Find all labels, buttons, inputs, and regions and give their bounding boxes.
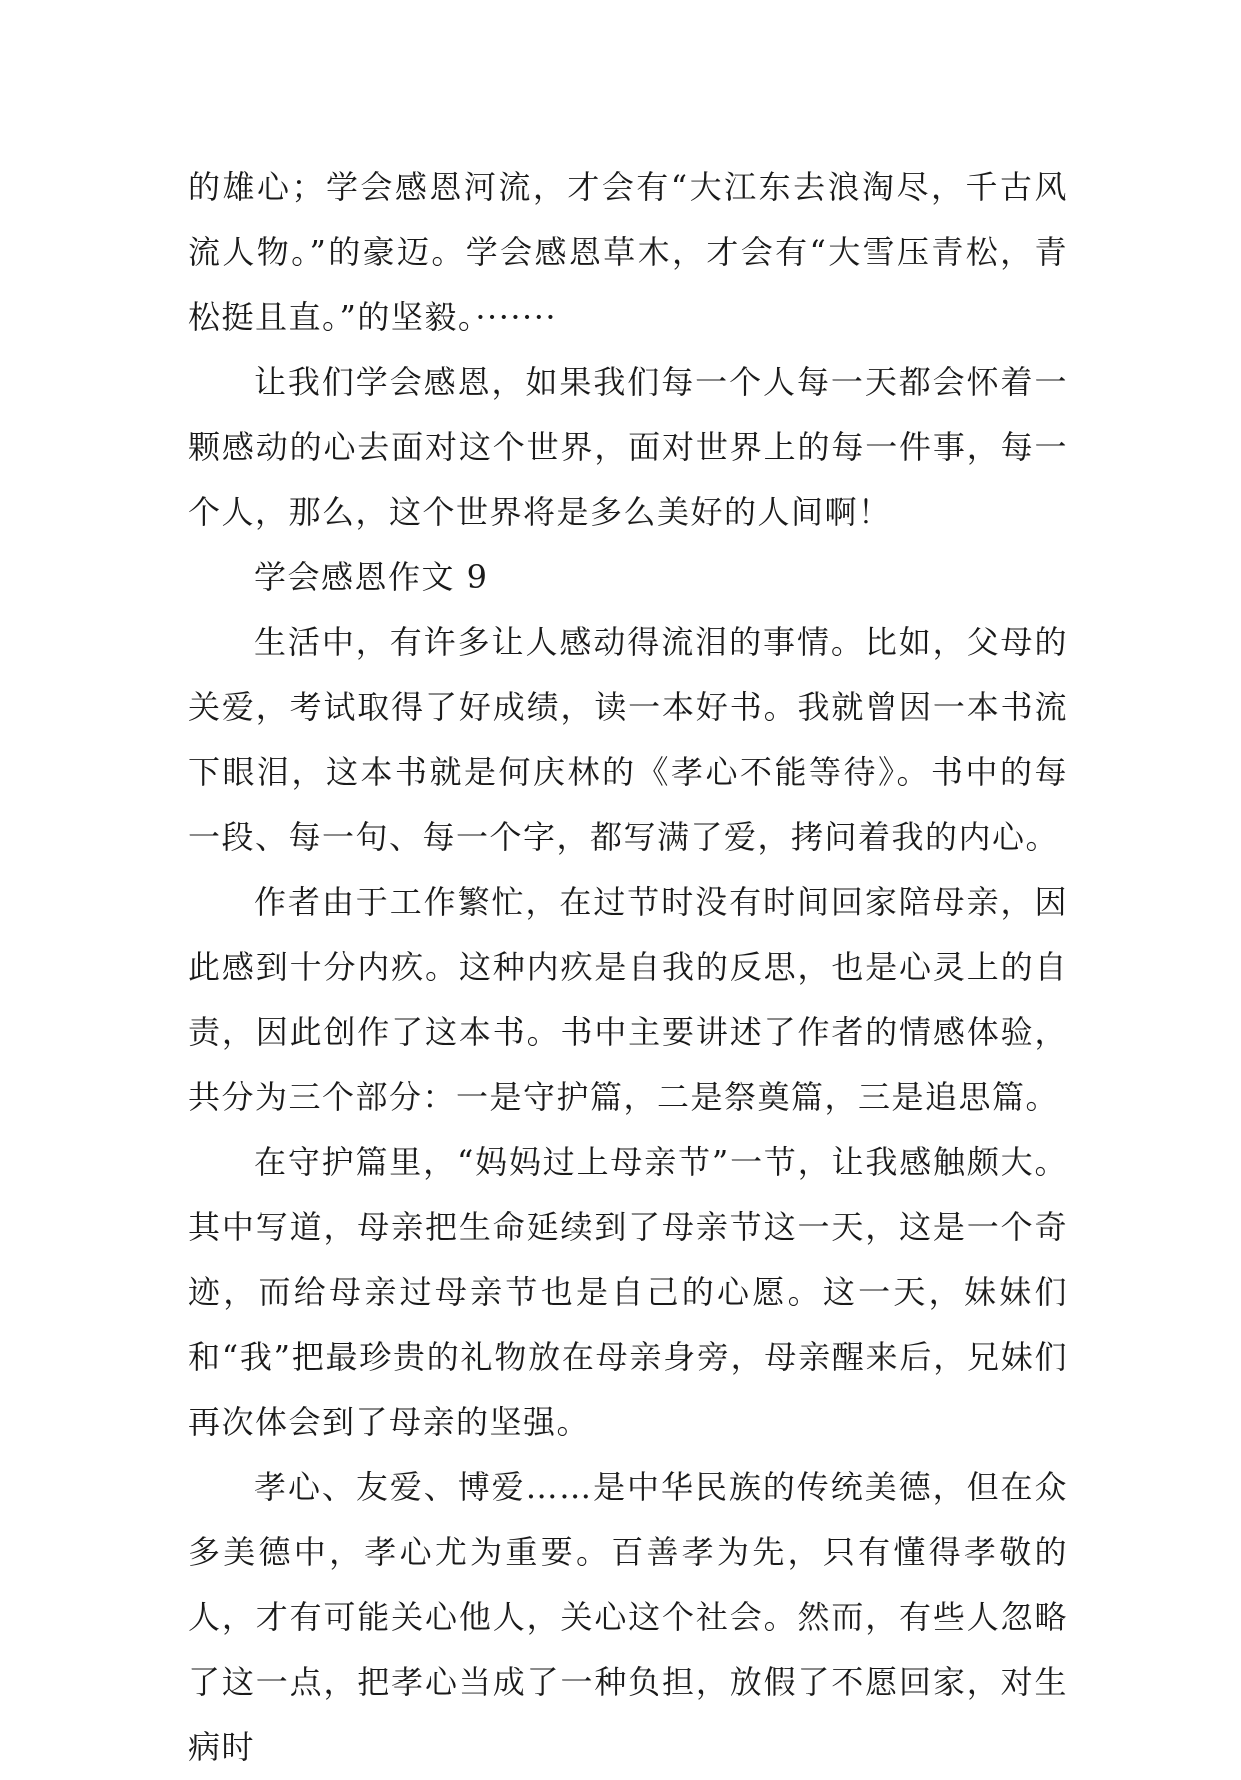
document-body	[188, 155, 1068, 1780]
paragraph-continuation: 的雄心；学会感恩河流，才会有“大江东去浪淘尽，千古风流人物。”的豪迈。学会感恩草木，才会有“大雪压青松，青松挺且直。”的坚毅。·······	[188, 168, 1068, 336]
paragraph-book-intro: 生活中，有许多让人感动得流泪的事情。比如，父母的关爱，考试取得了好成绩，读一本好书。我就曾因一本书流下眼泪，这本书就是何庆林的《孝心不能等待》。书中的每一段、每一句、每一个字，都写满了爱，拷问着我的内心。	[188, 623, 1068, 856]
paragraph-filial-piety: 孝心、友爱、博爱……是中华民族的传统美德，但在众多美德中，孝心尤为重要。百善孝为先，只有懂得孝敬的人，才有可能关心他人，关心这个社会。然而，有些人忽略了这一点，把孝心当成了一种负担，放假了不愿回家，对生病时	[188, 1468, 1068, 1766]
paragraph-author-background: 作者由于工作繁忙，在过节时没有时间回家陪母亲，因此感到十分内疚。这种内疚是自我的反思，也是心灵上的自责，因此创作了这本书。书中主要讲述了作者的情感体验，共分为三个部分：一是守护篇，二是祭奠篇，三是追思篇。	[188, 883, 1068, 1116]
paragraph-gratitude-world: 让我们学会感恩，如果我们每一个人每一天都会怀着一颗感动的心去面对这个世界，面对世界上的每一件事，每一个人，那么，这个世界将是多么美好的人间啊！	[188, 363, 1068, 531]
essay-heading: 学会感恩作文 9	[254, 558, 489, 596]
paragraph-mothers-day: 在守护篇里，“妈妈过上母亲节”一节，让我感触颇大。其中写道，母亲把生命延续到了母亲节这一天，这是一个奇迹，而给母亲过母亲节也是自己的心愿。这一天，妹妹们和“我”把最珍贵的礼物放在母亲身旁，母亲醒来后，兄妹们再次体会到了母亲的坚强。	[188, 1143, 1068, 1441]
